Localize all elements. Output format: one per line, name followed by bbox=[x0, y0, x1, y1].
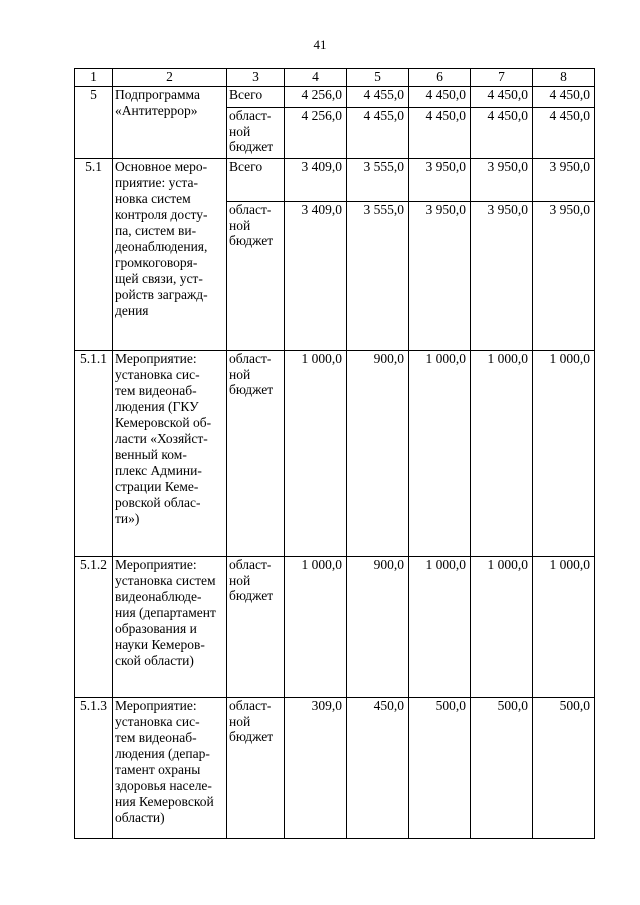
item-name-line: образования и bbox=[115, 621, 197, 636]
funding-source-line: бюджет bbox=[229, 382, 274, 397]
budget-value: 1 000,0 bbox=[533, 557, 595, 698]
funding-source bbox=[227, 87, 285, 108]
funding-source-line: Всего bbox=[229, 87, 263, 102]
item-name-line: здоровья населе- bbox=[115, 778, 212, 793]
item-name bbox=[113, 351, 227, 557]
item-name-line: установка систем bbox=[115, 573, 216, 588]
item-name-line: установка сис- bbox=[115, 367, 200, 382]
budget-value: 3 950,0 bbox=[409, 202, 471, 351]
budget-value: 500,0 bbox=[533, 698, 595, 839]
item-name-line: ройств загражд- bbox=[115, 287, 208, 302]
item-name-line: Подпрограмма bbox=[115, 87, 200, 102]
budget-value: 1 000,0 bbox=[471, 557, 533, 698]
budget-value: 900,0 bbox=[347, 351, 409, 557]
item-name-line: новка систем bbox=[115, 191, 191, 206]
budget-value: 1 000,0 bbox=[471, 351, 533, 557]
item-name-line: людения (ГКУ bbox=[115, 399, 199, 414]
budget-value: 4 450,0 bbox=[409, 108, 471, 159]
table-row bbox=[75, 159, 595, 202]
item-name-line: приятие: уста- bbox=[115, 175, 198, 190]
budget-value: 900,0 bbox=[347, 557, 409, 698]
header-cell: 6 bbox=[409, 69, 471, 87]
budget-value: 3 409,0 bbox=[285, 202, 347, 351]
header-cell: 3 bbox=[227, 69, 285, 87]
table-row bbox=[75, 698, 595, 839]
funding-source bbox=[227, 202, 285, 351]
item-name-line: Мероприятие: bbox=[115, 557, 197, 572]
item-name bbox=[113, 159, 227, 351]
item-name bbox=[113, 87, 227, 159]
budget-value: 4 450,0 bbox=[533, 108, 595, 159]
item-name-line: тем видеонаб- bbox=[115, 730, 197, 745]
item-number: 5.1.2 bbox=[75, 557, 113, 698]
funding-source-line: ной bbox=[229, 123, 251, 139]
budget-value: 309,0 bbox=[285, 698, 347, 839]
budget-value: 3 950,0 bbox=[533, 159, 595, 202]
item-name-line: плекс Админи- bbox=[115, 463, 202, 478]
header-cell: 5 bbox=[347, 69, 409, 87]
item-name-line: Основное меро- bbox=[115, 159, 208, 174]
item-name-line: Мероприятие: bbox=[115, 698, 197, 713]
item-name-line: дения bbox=[115, 303, 149, 318]
item-name-line: «Антитеррор» bbox=[115, 103, 198, 118]
header-cell: 1 bbox=[75, 69, 113, 87]
table-row bbox=[75, 557, 595, 698]
budget-value: 4 455,0 bbox=[347, 108, 409, 159]
item-name bbox=[113, 557, 227, 698]
item-name-line: людения (депар- bbox=[115, 746, 210, 761]
item-name-line: тамент охраны bbox=[115, 762, 201, 777]
budget-value: 500,0 bbox=[471, 698, 533, 839]
item-name-line: области) bbox=[115, 810, 165, 825]
header-row bbox=[75, 69, 595, 87]
item-number: 5.1 bbox=[75, 159, 113, 351]
budget-value: 3 950,0 bbox=[471, 159, 533, 202]
header-cell: 2 bbox=[113, 69, 227, 87]
budget-value: 4 450,0 bbox=[409, 87, 471, 108]
budget-value: 1 000,0 bbox=[409, 557, 471, 698]
budget-value: 4 455,0 bbox=[347, 87, 409, 108]
item-name-line: ской области) bbox=[115, 653, 194, 668]
item-name-line: ти») bbox=[115, 511, 140, 526]
funding-source-line: област- bbox=[229, 108, 272, 123]
funding-source bbox=[227, 557, 285, 698]
item-name-line: ния (департамент bbox=[115, 605, 216, 620]
budget-value: 4 450,0 bbox=[471, 87, 533, 108]
item-name-line: видеонаблюде- bbox=[115, 589, 202, 604]
item-number: 5.1.1 bbox=[75, 351, 113, 557]
item-name-line: установка сис- bbox=[115, 714, 200, 729]
budget-value: 4 450,0 bbox=[533, 87, 595, 108]
funding-source-line: Всего bbox=[229, 159, 263, 174]
item-name-line: страции Кеме- bbox=[115, 479, 199, 494]
table-row bbox=[75, 351, 595, 557]
funding-source-line: бюджет bbox=[229, 729, 274, 744]
funding-source bbox=[227, 351, 285, 557]
budget-value: 500,0 bbox=[409, 698, 471, 839]
item-name-line: науки Кемеров- bbox=[115, 637, 205, 652]
funding-source-line: област- bbox=[229, 202, 272, 217]
budget-value: 3 555,0 bbox=[347, 202, 409, 351]
table-row bbox=[75, 87, 595, 108]
budget-value: 3 409,0 bbox=[285, 159, 347, 202]
item-name-line: громкоговоря- bbox=[115, 255, 198, 270]
budget-value: 4 256,0 bbox=[285, 108, 347, 159]
funding-source-line: бюджет bbox=[229, 233, 274, 248]
funding-source-line: област- bbox=[229, 698, 272, 713]
budget-value: 4 450,0 bbox=[471, 108, 533, 159]
funding-source-line: ной bbox=[229, 572, 251, 588]
budget-value: 4 256,0 bbox=[285, 87, 347, 108]
item-name bbox=[113, 698, 227, 839]
item-name-line: Мероприятие: bbox=[115, 351, 197, 366]
funding-source-line: бюджет bbox=[229, 588, 274, 603]
header-cell: 7 bbox=[471, 69, 533, 87]
item-name-line: венный ком- bbox=[115, 447, 187, 462]
item-name-line: контроля досту- bbox=[115, 207, 208, 222]
funding-source-line: ной bbox=[229, 366, 251, 382]
budget-value: 1 000,0 bbox=[409, 351, 471, 557]
item-number: 5 bbox=[75, 87, 113, 159]
budget-value: 3 950,0 bbox=[471, 202, 533, 351]
page-number: 41 bbox=[313, 37, 327, 52]
budget-value: 3 950,0 bbox=[409, 159, 471, 202]
funding-source-line: област- bbox=[229, 557, 272, 572]
item-name-line: ласти «Хозяйст- bbox=[115, 431, 208, 446]
item-name-line: па, систем ви- bbox=[115, 223, 197, 238]
funding-source-line: бюджет bbox=[229, 139, 274, 154]
budget-value: 3 555,0 bbox=[347, 159, 409, 202]
budget-table bbox=[74, 68, 595, 839]
item-name-line: тем видеонаб- bbox=[115, 383, 197, 398]
funding-source bbox=[227, 159, 285, 202]
header-cell: 4 bbox=[285, 69, 347, 87]
funding-source-line: ной bbox=[229, 713, 251, 729]
budget-value: 3 950,0 bbox=[533, 202, 595, 351]
item-name-line: деонаблюдения, bbox=[115, 239, 208, 254]
header-cell: 8 bbox=[533, 69, 595, 87]
funding-source bbox=[227, 108, 285, 159]
item-name-line: ровской облас- bbox=[115, 495, 201, 510]
budget-value: 1 000,0 bbox=[533, 351, 595, 557]
funding-source-line: ной bbox=[229, 217, 251, 233]
budget-value: 1 000,0 bbox=[285, 351, 347, 557]
funding-source-line: област- bbox=[229, 351, 272, 366]
item-name-line: ния Кемеровской bbox=[115, 794, 214, 809]
item-number: 5.1.3 bbox=[75, 698, 113, 839]
budget-value: 1 000,0 bbox=[285, 557, 347, 698]
budget-value: 450,0 bbox=[347, 698, 409, 839]
item-name-line: Кемеровской об- bbox=[115, 415, 212, 430]
item-name-line: щей связи, уст- bbox=[115, 271, 203, 286]
funding-source bbox=[227, 698, 285, 839]
